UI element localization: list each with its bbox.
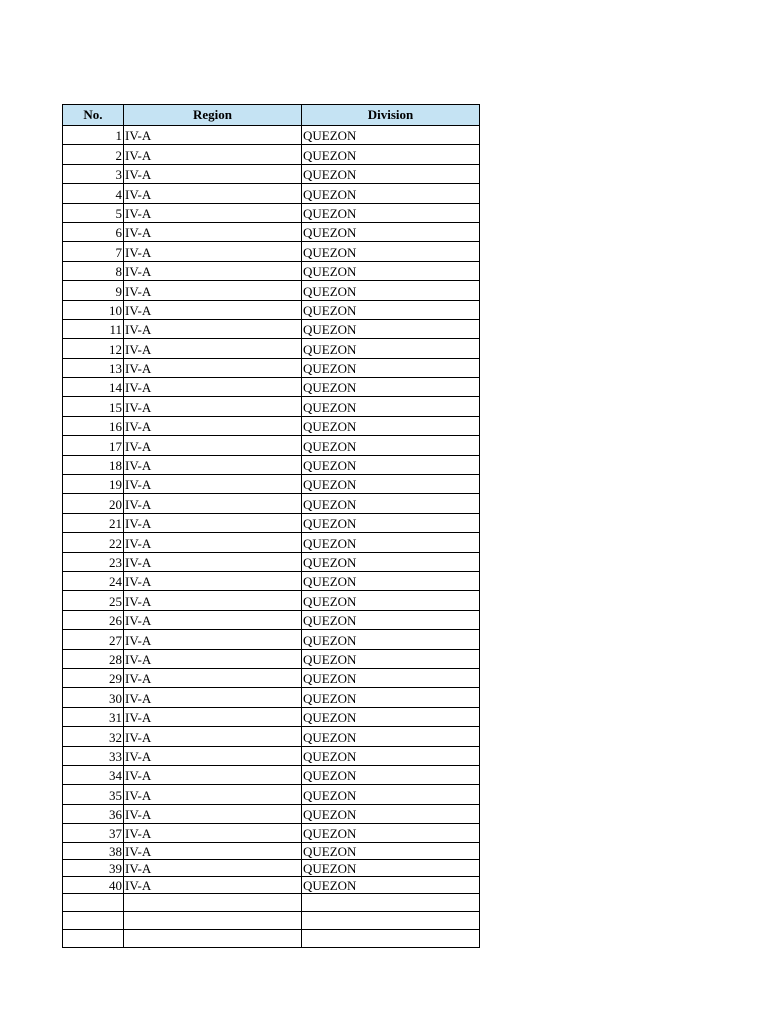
cell-no[interactable]: 31 [63,707,124,726]
cell-region[interactable]: IV-A [124,765,302,784]
cell-division[interactable]: QUEZON [302,358,480,377]
header-row [63,105,480,126]
cell-division[interactable]: QUEZON [302,765,480,784]
cell-region[interactable]: IV-A [124,668,302,687]
cell-division[interactable]: QUEZON [302,668,480,687]
cell-division[interactable]: QUEZON [302,300,480,319]
cell-division[interactable]: QUEZON [302,339,480,358]
cell-division[interactable]: QUEZON [302,860,480,877]
cell-region[interactable] [124,930,302,948]
cell-division[interactable]: QUEZON [302,145,480,164]
cell-division[interactable]: QUEZON [302,552,480,571]
cell-region[interactable]: IV-A [124,126,302,145]
cell-no[interactable]: 6 [63,222,124,241]
cell-division[interactable]: QUEZON [302,378,480,397]
cell-division[interactable] [302,930,480,948]
table-header [63,105,480,126]
table-row [63,416,480,435]
cell-region[interactable]: IV-A [124,533,302,552]
cell-no[interactable] [63,894,124,912]
table-row [63,668,480,687]
cell-division[interactable]: QUEZON [302,319,480,338]
cell-division[interactable]: QUEZON [302,746,480,765]
cell-no[interactable]: 29 [63,668,124,687]
table-row [63,785,480,804]
cell-no[interactable]: 38 [63,843,124,860]
cell-no[interactable] [63,930,124,948]
cell-region[interactable] [124,894,302,912]
table-row [63,727,480,746]
cell-division[interactable] [302,912,480,930]
cell-region[interactable]: IV-A [124,746,302,765]
cell-region[interactable]: IV-A [124,707,302,726]
cell-region[interactable]: IV-A [124,261,302,280]
cell-region[interactable]: IV-A [124,184,302,203]
table-row [63,339,480,358]
cell-region[interactable]: IV-A [124,727,302,746]
cell-region[interactable]: IV-A [124,649,302,668]
table-row [63,203,480,222]
cell-region[interactable]: IV-A [124,513,302,532]
header-no[interactable]: No. [63,105,124,126]
cell-region[interactable]: IV-A [124,610,302,629]
cell-no[interactable]: 16 [63,416,124,435]
cell-no[interactable]: 22 [63,533,124,552]
empty-row [63,894,480,912]
table-row [63,455,480,474]
cell-no[interactable]: 14 [63,378,124,397]
table-row [63,475,480,494]
table-row [63,281,480,300]
cell-no[interactable]: 24 [63,571,124,590]
table-row [63,494,480,513]
table-row [63,591,480,610]
table-row [63,843,480,860]
cell-no[interactable]: 20 [63,494,124,513]
table-row [63,126,480,145]
cell-region[interactable]: IV-A [124,785,302,804]
cell-division[interactable]: QUEZON [302,475,480,494]
cell-region[interactable]: IV-A [124,688,302,707]
cell-region[interactable]: IV-A [124,824,302,843]
cell-division[interactable]: QUEZON [302,727,480,746]
cell-region[interactable]: IV-A [124,804,302,823]
table-row [63,860,480,877]
cell-division[interactable]: QUEZON [302,203,480,222]
cell-division[interactable]: QUEZON [302,630,480,649]
table-row [63,804,480,823]
cell-division[interactable] [302,894,480,912]
cell-region[interactable]: IV-A [124,378,302,397]
cell-division[interactable]: QUEZON [302,397,480,416]
cell-region[interactable]: IV-A [124,416,302,435]
table-row [63,688,480,707]
cell-division[interactable]: QUEZON [302,591,480,610]
table-row [63,552,480,571]
table-row [63,358,480,377]
table-row [63,261,480,280]
cell-division[interactable]: QUEZON [302,242,480,261]
cell-region[interactable]: IV-A [124,494,302,513]
cell-region[interactable]: IV-A [124,300,302,319]
table-row [63,824,480,843]
table-row [63,877,480,894]
cell-no[interactable]: 27 [63,630,124,649]
cell-division[interactable]: QUEZON [302,494,480,513]
cell-region[interactable]: IV-A [124,843,302,860]
cell-no[interactable]: 4 [63,184,124,203]
region-division-table [62,104,480,948]
table-row [63,222,480,241]
table-row [63,765,480,784]
table-row [63,649,480,668]
cell-no[interactable]: 11 [63,319,124,338]
table-row [63,436,480,455]
cell-division[interactable]: QUEZON [302,610,480,629]
header-division[interactable]: Division [302,105,480,126]
cell-no[interactable]: 1 [63,126,124,145]
table-row [63,746,480,765]
cell-region[interactable]: IV-A [124,397,302,416]
cell-division[interactable]: QUEZON [302,184,480,203]
cell-division[interactable]: QUEZON [302,649,480,668]
cell-region[interactable]: IV-A [124,552,302,571]
cell-no[interactable]: 15 [63,397,124,416]
cell-no[interactable]: 23 [63,552,124,571]
cell-no[interactable]: 25 [63,591,124,610]
cell-no[interactable]: 32 [63,727,124,746]
cell-region[interactable]: IV-A [124,281,302,300]
table-row [63,242,480,261]
cell-division[interactable]: QUEZON [302,824,480,843]
cell-division[interactable]: QUEZON [302,513,480,532]
cell-division[interactable]: QUEZON [302,533,480,552]
cell-region[interactable]: IV-A [124,222,302,241]
cell-region[interactable]: IV-A [124,203,302,222]
header-region[interactable]: Region [124,105,302,126]
cell-region[interactable]: IV-A [124,630,302,649]
table-row [63,533,480,552]
table-row [63,164,480,183]
cell-region[interactable] [124,912,302,930]
table-row [63,184,480,203]
cell-no[interactable]: 18 [63,455,124,474]
cell-division[interactable]: QUEZON [302,707,480,726]
cell-division[interactable]: QUEZON [302,571,480,590]
cell-region[interactable]: IV-A [124,455,302,474]
cell-division[interactable]: QUEZON [302,222,480,241]
cell-region[interactable]: IV-A [124,164,302,183]
cell-no[interactable] [63,912,124,930]
cell-region[interactable]: IV-A [124,358,302,377]
table-row [63,397,480,416]
cell-division[interactable]: QUEZON [302,416,480,435]
cell-division[interactable]: QUEZON [302,126,480,145]
cell-division[interactable]: QUEZON [302,281,480,300]
cell-no[interactable]: 21 [63,513,124,532]
cell-no[interactable]: 40 [63,877,124,894]
cell-region[interactable]: IV-A [124,339,302,358]
cell-no[interactable]: 17 [63,436,124,455]
cell-no[interactable]: 7 [63,242,124,261]
table-body [63,126,480,948]
cell-division[interactable]: QUEZON [302,877,480,894]
cell-no[interactable]: 10 [63,300,124,319]
cell-division[interactable]: QUEZON [302,843,480,860]
cell-division[interactable]: QUEZON [302,785,480,804]
cell-no[interactable]: 9 [63,281,124,300]
table-row [63,610,480,629]
empty-row [63,930,480,948]
cell-region[interactable]: IV-A [124,860,302,877]
empty-row [63,912,480,930]
cell-region[interactable]: IV-A [124,877,302,894]
cell-region[interactable]: IV-A [124,242,302,261]
cell-region[interactable]: IV-A [124,591,302,610]
cell-region[interactable]: IV-A [124,145,302,164]
cell-division[interactable]: QUEZON [302,455,480,474]
table-row [63,378,480,397]
cell-division[interactable]: QUEZON [302,804,480,823]
table-row [63,513,480,532]
cell-division[interactable]: QUEZON [302,261,480,280]
cell-no[interactable]: 13 [63,358,124,377]
spreadsheet-area [62,104,479,948]
table-row [63,300,480,319]
cell-region[interactable]: IV-A [124,319,302,338]
cell-no[interactable]: 37 [63,824,124,843]
table-row [63,145,480,164]
cell-no[interactable]: 5 [63,203,124,222]
cell-no[interactable]: 12 [63,339,124,358]
cell-no[interactable]: 36 [63,804,124,823]
cell-division[interactable]: QUEZON [302,436,480,455]
table-row [63,630,480,649]
cell-no[interactable]: 33 [63,746,124,765]
table-row [63,319,480,338]
cell-region[interactable]: IV-A [124,436,302,455]
table-row [63,707,480,726]
cell-no[interactable]: 39 [63,860,124,877]
cell-no[interactable]: 19 [63,475,124,494]
cell-no[interactable]: 26 [63,610,124,629]
table-row [63,571,480,590]
cell-no[interactable]: 8 [63,261,124,280]
cell-no[interactable]: 30 [63,688,124,707]
cell-no[interactable]: 28 [63,649,124,668]
cell-no[interactable]: 2 [63,145,124,164]
cell-division[interactable]: QUEZON [302,688,480,707]
cell-no[interactable]: 34 [63,765,124,784]
cell-region[interactable]: IV-A [124,571,302,590]
cell-region[interactable]: IV-A [124,475,302,494]
cell-division[interactable]: QUEZON [302,164,480,183]
cell-no[interactable]: 35 [63,785,124,804]
cell-no[interactable]: 3 [63,164,124,183]
